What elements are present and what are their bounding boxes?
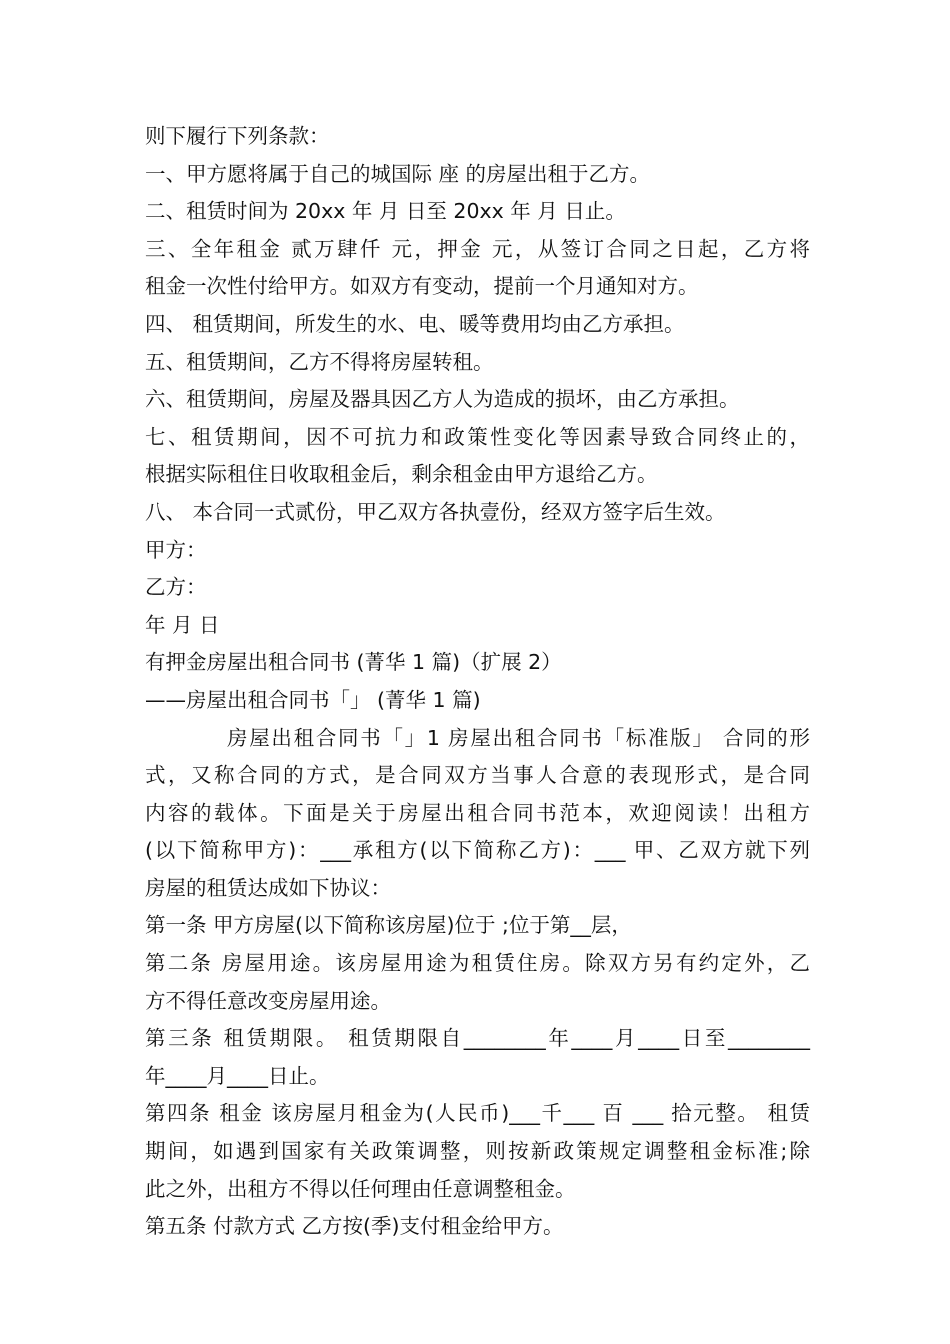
text-line: 一、甲方愿将属于自己的城国际 座 的房屋出租于乙方。 xyxy=(145,161,651,186)
contract-text xyxy=(145,118,810,1246)
section-subtitle: ——房屋出租合同书「」 (菁华 1 篇) xyxy=(145,687,481,712)
text-line: 根据实际租住日收取租金后，剩余租金由甲方退给乙方。 xyxy=(145,462,658,487)
text-line: 第二条 房屋用途。该房屋用途为租赁住房。除双方另有约定外，乙 xyxy=(145,951,810,976)
text-line: 租金一次性付给甲方。如双方有变动，提前一个月通知对方。 xyxy=(145,274,699,299)
text-line: (以下简称甲方)：___承租方(以下简称乙方)：___ 甲、乙双方就下列 xyxy=(145,838,810,863)
text-line: 三、全年租金 贰万肆仟 元，押金 元，从签订合同之日起，乙方将 xyxy=(145,236,810,261)
text-line: 内容的载体。下面是关于房屋出租合同书范本，欢迎阅读！出租方 xyxy=(145,800,810,825)
text-line: 则下履行下列条款： xyxy=(145,124,330,148)
text-line: 式，又称合同的方式，是合同双方当事人合意的表现形式，是合同 xyxy=(145,763,810,788)
text-line: 第四条 租金 该房屋月租金为(人民币)___千___ 百 ___ 拾元整。 租赁 xyxy=(145,1101,810,1126)
text-line: 第一条 甲方房屋(以下简称该房屋)位于 ;位于第__层， xyxy=(145,913,632,938)
text-line: 六、租赁期间，房屋及器具因乙方人为造成的损坏，由乙方承担。 xyxy=(145,387,740,412)
text-line: 期间，如遇到国家有关政策调整，则按新政策规定调整租金标准;除 xyxy=(145,1139,810,1164)
text-line: 第三条 租赁期限。 租赁期限自________年____月____日至________ xyxy=(145,1026,810,1051)
signature-party-b: 乙方： xyxy=(145,575,207,600)
signature-party-a: 甲方： xyxy=(145,537,207,562)
text-line: 五、租赁期间，乙方不得将房屋转租。 xyxy=(145,349,494,374)
text-line: 二、租赁时间为 20xx 年 月 日至 20xx 年 月 日止。 xyxy=(145,199,626,224)
section-title: 有押金房屋出租合同书 (菁华 1 篇)（扩展 2） xyxy=(145,650,562,675)
text-line: 四、 租赁期间，所发生的水、电、暖等费用均由乙方承担。 xyxy=(145,311,685,336)
text-line: 年____月____日止。 xyxy=(145,1063,330,1088)
text-line: 七、租赁期间，因不可抗力和政策性变化等因素导致合同终止的， xyxy=(145,424,810,449)
text-line: 方不得任意改变房屋用途。 xyxy=(145,988,391,1013)
signature-date: 年 月 日 xyxy=(145,612,220,637)
text-line: 此之外，出租方不得以任何理由任意调整租金。 xyxy=(145,1176,576,1201)
text-line: 房屋的租赁达成如下协议： xyxy=(145,875,391,900)
text-line: 八、 本合同一式贰份，甲乙双方各执壹份，经双方签字后生效。 xyxy=(145,499,726,524)
text-line: 房屋出租合同书「」1 房屋出租合同书「标准版」 合同的形 xyxy=(227,725,810,750)
text-line: 第五条 付款方式 乙方按(季)支付租金给甲方。 xyxy=(145,1214,564,1239)
